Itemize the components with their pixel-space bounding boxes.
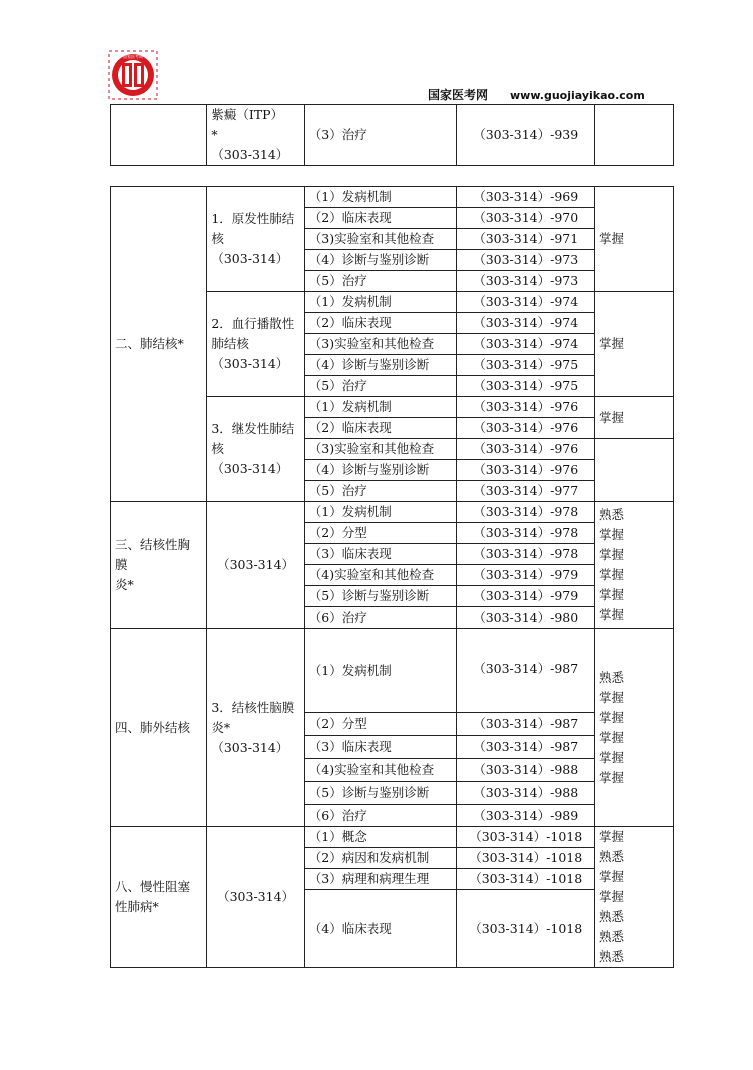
- item-cell: （4）诊断与鉴别诊断: [304, 250, 457, 271]
- section-cell: [111, 105, 207, 166]
- code-cell: （303-314）-971: [457, 229, 595, 250]
- code-cell: （303-314）-988: [457, 782, 595, 805]
- item-cell: （4）诊断与鉴别诊断: [304, 355, 457, 376]
- item-cell: （2）分型: [304, 713, 457, 736]
- code-cell: （303-314）-973: [457, 250, 595, 271]
- section-title: 八、慢性阻塞性肺病*: [111, 827, 207, 968]
- subsection-title: 2．血行播散性肺结核 （303-314）: [207, 292, 304, 397]
- req-cell: 掌握: [594, 292, 673, 397]
- subsection-code: （303-314）: [207, 827, 304, 968]
- code-cell: （303-314）-969: [457, 187, 595, 208]
- subject-cell: 紫癜（ITP） * （303-314）: [207, 105, 304, 166]
- item-cell: （3）治疗: [304, 105, 457, 166]
- code-cell: （303-314）-976: [457, 439, 595, 460]
- svg-text:国家医考网: 国家医考网: [123, 54, 143, 59]
- item-cell: （3)实验室和其他检查: [304, 334, 457, 355]
- subsection-code: （303-314）: [207, 502, 304, 629]
- item-cell: （1）发病机制: [304, 187, 457, 208]
- req-cell: 熟悉 掌握 掌握 掌握 掌握 掌握: [594, 629, 673, 827]
- code-cell: （303-314）-1018: [457, 890, 595, 968]
- code-cell: （303-314）-987: [457, 629, 595, 713]
- section-title: 三、结核性胸膜 炎*: [111, 502, 207, 629]
- code-cell: （303-314）-974: [457, 292, 595, 313]
- item-cell: （2）病因和发病机制: [304, 848, 457, 869]
- item-cell: （4)实验室和其他检查: [304, 565, 457, 586]
- item-cell: （3）临床表现: [304, 544, 457, 565]
- subsection-title: 3．结核性脑膜炎* （303-314）: [207, 629, 304, 827]
- item-cell: （2）临床表现: [304, 313, 457, 334]
- code-cell: （303-314）-987: [457, 736, 595, 759]
- item-cell: （5）诊断与鉴别诊断: [304, 782, 457, 805]
- code-cell: （303-314）-1018: [457, 869, 595, 890]
- subsection-title: 3．继发性肺结核 （303-314）: [207, 397, 304, 502]
- code-cell: （303-314）-973: [457, 271, 595, 292]
- item-cell: （4）临床表现: [304, 890, 457, 968]
- item-cell: （4）诊断与鉴别诊断: [304, 460, 457, 481]
- code-cell: （303-314）-976: [457, 460, 595, 481]
- item-cell: （2）分型: [304, 523, 457, 544]
- code-cell: （303-314）-979: [457, 586, 595, 607]
- code-cell: （303-314）-1018: [457, 827, 595, 848]
- header-site: [428, 86, 673, 102]
- req-cell: 掌握: [594, 397, 673, 439]
- item-cell: （1）发病机制: [304, 292, 457, 313]
- item-cell: （1）概念: [304, 827, 457, 848]
- item-cell: （5）治疗: [304, 271, 457, 292]
- item-cell: （1）发病机制: [304, 629, 457, 713]
- itp-table: [110, 104, 674, 166]
- table-row: [111, 827, 674, 848]
- code-cell: （303-314）-975: [457, 376, 595, 397]
- item-cell: （3）病理和病理生理: [304, 869, 457, 890]
- item-cell: （3）临床表现: [304, 736, 457, 759]
- item-cell: （3)实验室和其他检查: [304, 229, 457, 250]
- item-cell: （4)实验室和其他检查: [304, 759, 457, 782]
- item-cell: （3)实验室和其他检查: [304, 439, 457, 460]
- code-cell: （303-314）-978: [457, 544, 595, 565]
- req-cell: 掌握 熟悉 掌握 掌握 熟悉 熟悉 熟悉: [594, 827, 673, 968]
- table-row: [111, 187, 674, 208]
- item-cell: （5）治疗: [304, 376, 457, 397]
- code-cell: （303-314）-974: [457, 334, 595, 355]
- req-cell: [594, 439, 673, 502]
- req-cell: [594, 105, 673, 166]
- item-cell: （1）发病机制: [304, 397, 457, 418]
- code-cell: （303-314）-979: [457, 565, 595, 586]
- site-name: 国家医考网: [428, 88, 489, 102]
- item-cell: （5）诊断与鉴别诊断: [304, 586, 457, 607]
- item-cell: （6）治疗: [304, 607, 457, 629]
- req-cell: 掌握: [594, 187, 673, 292]
- code-cell: （303-314）-976: [457, 418, 595, 439]
- code-cell: （303-314）-980: [457, 607, 595, 629]
- code-cell: （303-314）-939: [457, 105, 595, 166]
- section-title: 四、肺外结核: [111, 629, 207, 827]
- code-cell: （303-314）-978: [457, 523, 595, 544]
- table-row: [111, 629, 674, 713]
- item-cell: （5）治疗: [304, 481, 457, 502]
- site-url[interactable]: www.guojiayikao.com: [510, 89, 645, 102]
- site-logo: [108, 50, 158, 100]
- code-cell: （303-314）-976: [457, 397, 595, 418]
- section-title: 二、肺结核*: [111, 187, 207, 502]
- code-cell: （303-314）-978: [457, 502, 595, 523]
- item-cell: （6）治疗: [304, 805, 457, 827]
- code-cell: （303-314）-970: [457, 208, 595, 229]
- code-cell: （303-314）-987: [457, 713, 595, 736]
- code-cell: （303-314）-975: [457, 355, 595, 376]
- code-cell: （303-314）-977: [457, 481, 595, 502]
- subsection-title: 1．原发性肺结核 （303-314）: [207, 187, 304, 292]
- code-cell: （303-314）-988: [457, 759, 595, 782]
- table-row: [111, 105, 674, 166]
- item-cell: （2）临床表现: [304, 208, 457, 229]
- code-cell: （303-314）-1018: [457, 848, 595, 869]
- code-cell: （303-314）-974: [457, 313, 595, 334]
- req-cell: 熟悉 掌握 掌握 掌握 掌握 掌握: [594, 502, 673, 629]
- item-cell: （2）临床表现: [304, 418, 457, 439]
- table-row: [111, 502, 674, 523]
- item-cell: （1）发病机制: [304, 502, 457, 523]
- code-cell: （303-314）-989: [457, 805, 595, 827]
- syllabus-table: [110, 186, 674, 968]
